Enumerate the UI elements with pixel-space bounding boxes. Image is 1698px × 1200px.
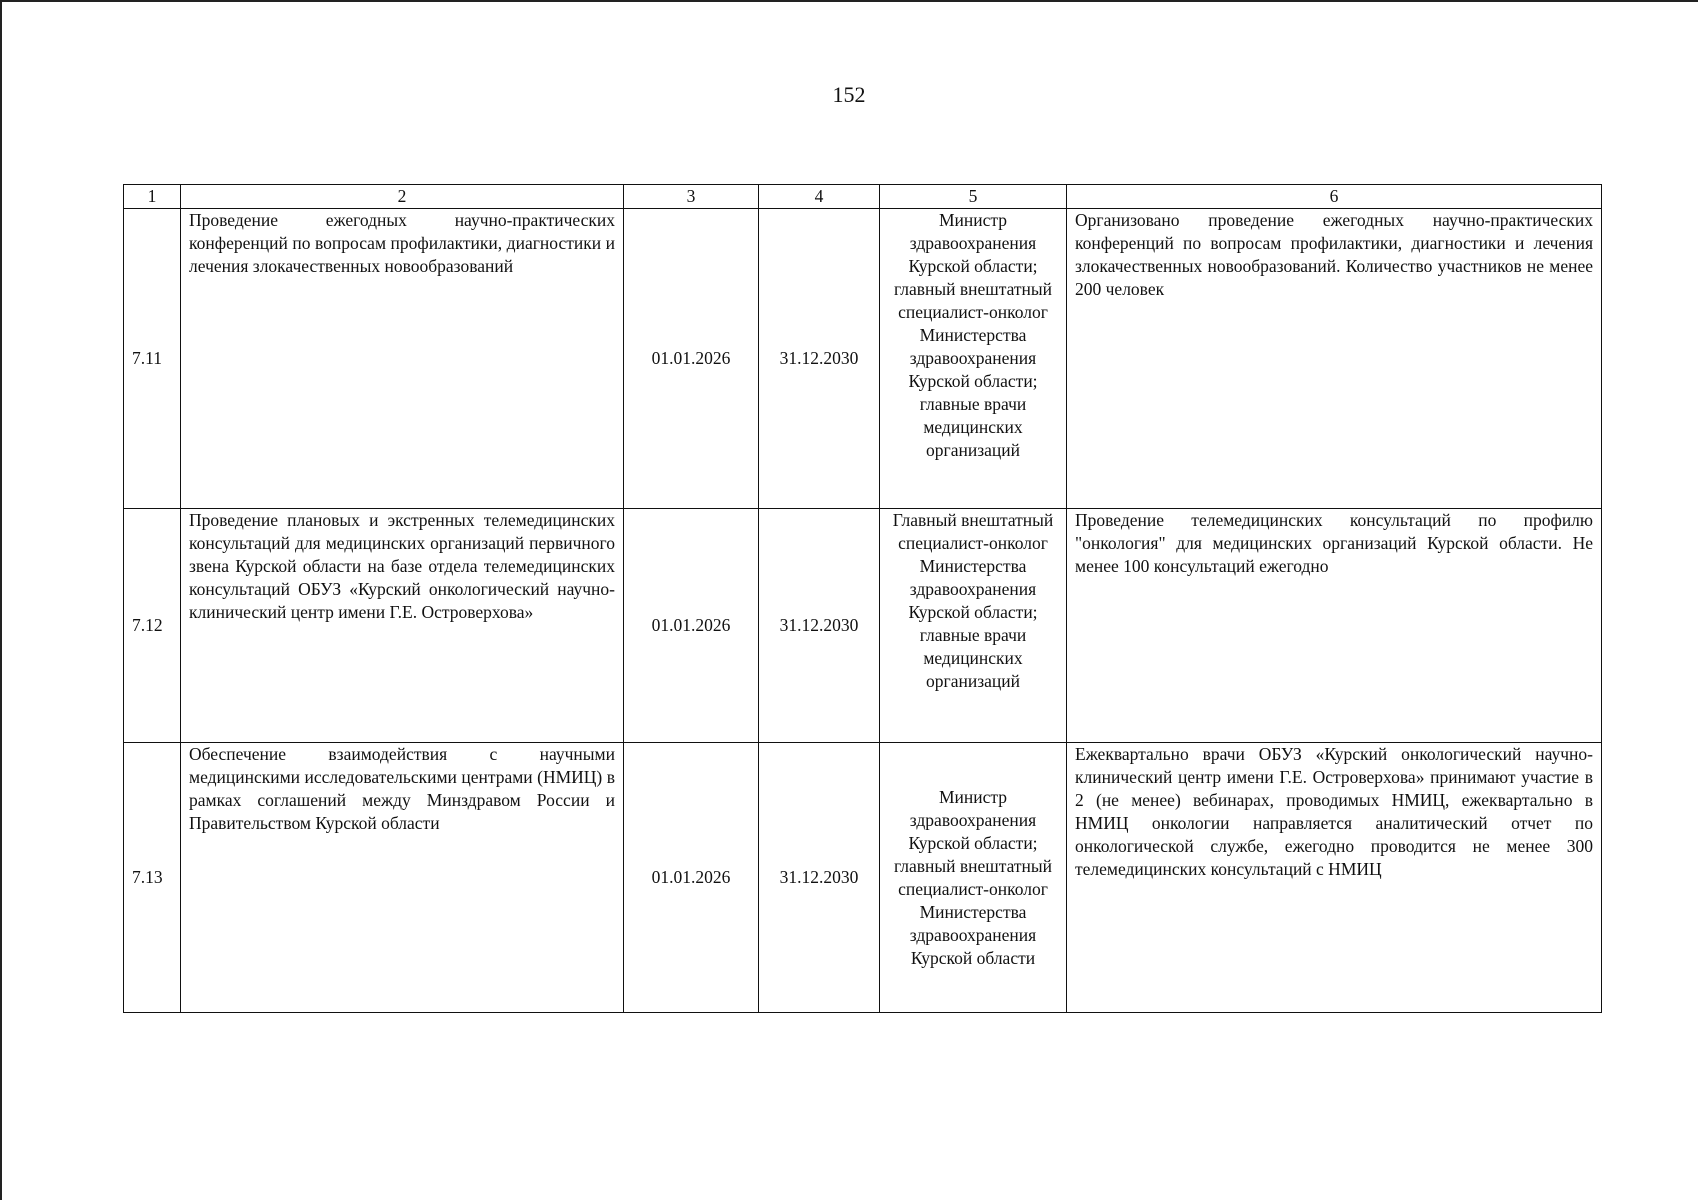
responsible-persons: Главный внештатный специалист-онколог Министерства здравоохранения Курской области; главные врачи медицинских организаций bbox=[880, 509, 1067, 743]
end-date: 31.12.2030 bbox=[759, 743, 880, 1013]
responsible-persons: Министр здравоохранения Курской области; главный внештатный специалист-онколог Министерства здравоохранения Курской области bbox=[880, 743, 1067, 1013]
row-number: 7.13 bbox=[124, 743, 181, 1013]
header-cell-3: 3 bbox=[624, 185, 759, 209]
header-cell-2: 2 bbox=[181, 185, 624, 209]
table-row bbox=[124, 743, 1602, 1013]
event-description: Проведение ежегодных научно-практических конференций по вопросам профилактики, диагностики и лечения злокачественных новообразований bbox=[181, 209, 624, 509]
header-cell-5: 5 bbox=[880, 185, 1067, 209]
plan-table bbox=[123, 184, 1602, 1013]
start-date: 01.01.2026 bbox=[624, 209, 759, 509]
scan-edge-top bbox=[0, 0, 1698, 2]
expected-result: Проведение телемедицинских консультаций по профилю "онкология" для медицинских организаций Курской области. Не менее 100 консультаций ежегодно bbox=[1067, 509, 1602, 743]
table-row bbox=[124, 509, 1602, 743]
expected-result: Ежеквартально врачи ОБУЗ «Курский онкологический научно-клинический центр имени Г.Е. Островерхова» принимают участие в 2 (не менее) вебинарах, проводимых НМИЦ, ежеквартально в НМИЦ онкологии направляется аналитический отчет по онкологической службе, ежегодно проводится не менее 300 телемедицинских консультаций с НМИЦ bbox=[1067, 743, 1602, 1013]
header-cell-4: 4 bbox=[759, 185, 880, 209]
start-date: 01.01.2026 bbox=[624, 509, 759, 743]
table-row bbox=[124, 209, 1602, 509]
expected-result: Организовано проведение ежегодных научно-практических конференций по вопросам профилактики, диагностики и лечения злокачественных новообразований. Количество участников не менее 200 человек bbox=[1067, 209, 1602, 509]
page-number: 152 bbox=[832, 82, 866, 107]
row-number: 7.11 bbox=[124, 209, 181, 509]
header-cell-1: 1 bbox=[124, 185, 181, 209]
event-description: Проведение плановых и экстренных телемедицинских консультаций для медицинских организаций первичного звена Курской области на базе отдела телемедицинских консультаций ОБУЗ «Курский онкологический научно-клинический центр имени Г.Е. Островерхова» bbox=[181, 509, 624, 743]
event-description: Обеспечение взаимодействия с научными медицинскими исследовательскими центрами (НМИЦ) в рамках соглашений между Минздравом России и Правительством Курской области bbox=[181, 743, 624, 1013]
table-header-row bbox=[124, 185, 1602, 209]
responsible-persons: Министр здравоохранения Курской области; главный внештатный специалист-онколог Министерства здравоохранения Курской области; главные врачи медицинских организаций bbox=[880, 209, 1067, 509]
row-number: 7.12 bbox=[124, 509, 181, 743]
end-date: 31.12.2030 bbox=[759, 209, 880, 509]
scan-edge-left bbox=[0, 0, 2, 1200]
start-date: 01.01.2026 bbox=[624, 743, 759, 1013]
end-date: 31.12.2030 bbox=[759, 509, 880, 743]
header-cell-6: 6 bbox=[1067, 185, 1602, 209]
